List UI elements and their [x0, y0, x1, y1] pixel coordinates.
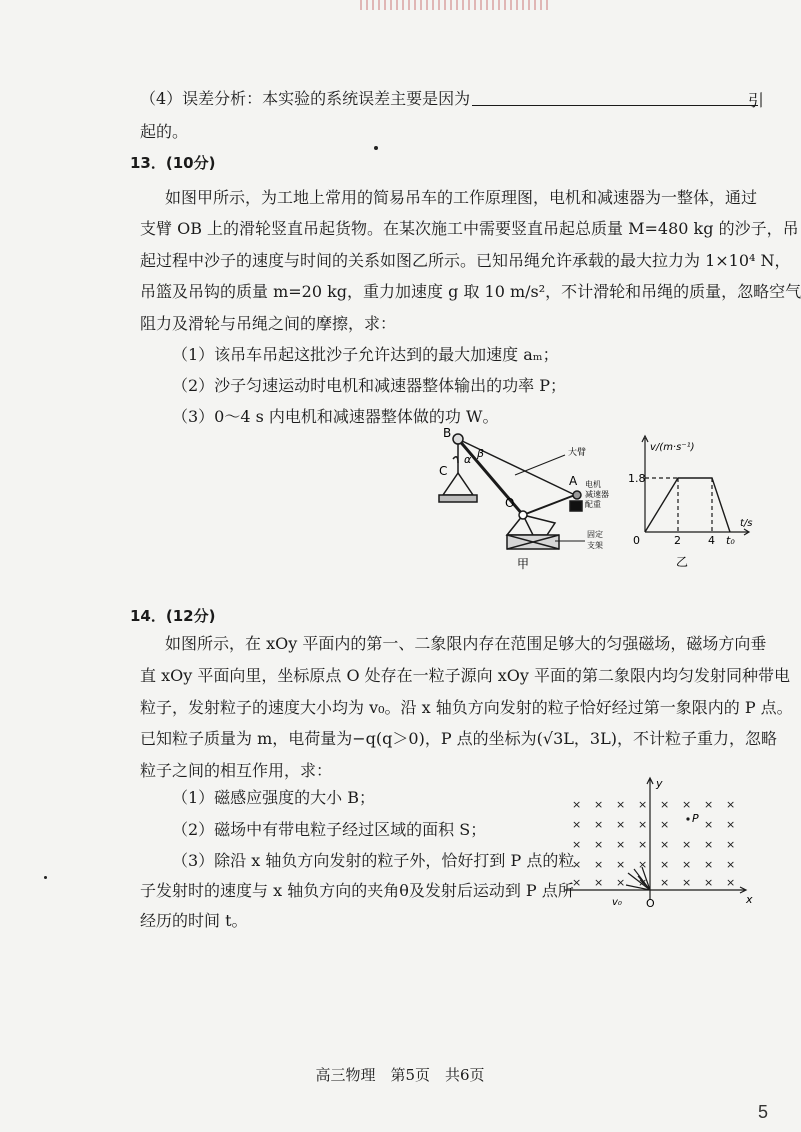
origin-label-O: O [646, 897, 655, 910]
q14-sub-2: （2）磁场中有带电粒子经过区域的面积 S； [172, 820, 487, 839]
field-into-page-mark: × [594, 798, 604, 811]
page-corner-number: 5 [758, 1102, 769, 1122]
field-into-page-mark: × [616, 798, 626, 811]
field-into-page-mark: × [638, 876, 648, 889]
q13-header: 13．(10分) [130, 154, 216, 172]
answer-blank[interactable] [472, 89, 758, 106]
crane-label-B: B [443, 426, 452, 440]
field-into-page-mark: × [616, 818, 626, 831]
q13-para-3: 起过程中沙子的速度与时间的关系如图乙所示。已知吊绳允许承载的最大拉力为 1×10⁴ N， [140, 251, 791, 270]
vt-xtick-t0: t₀ [726, 534, 735, 547]
q13-sub-1: （1）该吊车吊起这批沙子允许达到的最大加速度 aₘ； [172, 345, 559, 364]
q14-para-1: 如图所示，在 xOy 平面内的第一、二象限内存在范围足够大的匀强磁场，磁场方向垂 [165, 634, 767, 653]
field-into-page-mark: × [726, 858, 736, 871]
field-into-page-mark: × [594, 876, 604, 889]
scan-artifact [360, 0, 550, 10]
vt-ylabel: v/(m·s⁻¹) [650, 442, 695, 453]
field-into-page-mark: × [572, 858, 582, 871]
vt-origin: 0 [633, 534, 640, 547]
field-into-page-mark: × [704, 876, 714, 889]
field-into-page-mark: × [616, 858, 626, 871]
field-into-page-mark: × [638, 818, 648, 831]
q14-para-5: 粒子之间的相互作用，求： [140, 761, 333, 780]
q14-sub-3: （3）除沿 x 轴负方向发射的粒子外，恰好打到 P 点的粒 [172, 851, 575, 870]
field-into-page-mark: × [594, 838, 604, 851]
field-into-page-mark: × [572, 876, 582, 889]
point-P-marker [686, 817, 689, 820]
q14-sub-1: （1）磁感应强度的大小 B； [172, 788, 376, 807]
field-into-page-mark: × [726, 818, 736, 831]
point-label-P: P [692, 812, 699, 825]
field-into-page-mark: × [616, 838, 626, 851]
q13-para-5: 阻力及滑轮与吊绳之间的摩擦，求： [140, 314, 397, 333]
figure-caption-yi: 乙 [676, 555, 689, 569]
crane-label-O: O [505, 496, 515, 510]
crane-label-A: A [569, 474, 578, 488]
field-into-page-mark: × [726, 838, 736, 851]
crane-label-support-1: 固定 [587, 530, 603, 539]
ink-dot [374, 146, 378, 150]
q14-sub-3-cont2: 经历的时间 t。 [140, 911, 248, 930]
velocity-label-v0: v₀ [612, 897, 622, 908]
q14-para-2: 直 xOy 平面向里，坐标原点 O 处存在一粒子源向 xOy 平面的第二象限内均匀发射同种带电 [140, 666, 790, 685]
field-into-page-mark: × [638, 798, 648, 811]
crane-label-reducer: 减速器 [585, 490, 609, 499]
q13-para-1: 如图甲所示，为工地上常用的简易吊车的工作原理图，电机和减速器为一整体，通过 [165, 188, 758, 207]
field-into-page-mark: × [704, 838, 714, 851]
crane-label-support-2: 支架 [587, 541, 603, 550]
field-into-page-mark: × [682, 838, 692, 851]
field-into-page-mark: × [660, 838, 670, 851]
vt-ytick-1.8: 1.8 [628, 472, 646, 485]
field-into-page-mark: × [660, 876, 670, 889]
crane-diagram [425, 425, 625, 575]
field-into-page-mark: × [572, 838, 582, 851]
q13-sub-2: （2）沙子匀速运动时电机和减速器整体输出的功率 P； [172, 376, 567, 395]
field-into-page-mark: × [704, 798, 714, 811]
field-into-page-mark: × [682, 876, 692, 889]
field-into-page-mark: × [660, 798, 670, 811]
vt-xlabel: t/s [740, 518, 753, 529]
q14-para-3: 粒子，发射粒子的速度大小均为 v₀。沿 x 轴负方向发射的粒子恰好经过第一象限内的 P 点。 [140, 698, 793, 717]
vt-xtick-2: 2 [674, 534, 681, 547]
q12-part4-tail: 引 [748, 91, 765, 110]
field-into-page-mark: × [638, 858, 648, 871]
q14-header: 14．(12分) [130, 607, 216, 625]
q13-para-4: 吊篮及吊钩的质量 m=20 kg，重力加速度 g 取 10 m/s²，不计滑轮和吊绳的质量，忽略空气 [140, 282, 801, 301]
axis-label-y: y [656, 777, 663, 790]
vt-xtick-4: 4 [708, 534, 715, 547]
field-into-page-mark: × [616, 876, 626, 889]
field-into-page-mark: × [638, 838, 648, 851]
figure-caption-jia: 甲 [517, 557, 530, 571]
field-into-page-mark: × [682, 858, 692, 871]
field-into-page-mark: × [660, 818, 670, 831]
q12-part4 [140, 88, 758, 110]
q14-sub-3-cont: 子发射时的速度与 x 轴负方向的夹角θ及发射后运动到 P 点所 [140, 881, 574, 900]
q12-part4-text: （4）误差分析：本实验的系统误差主要是因为 [140, 89, 471, 108]
q14-para-4: 已知粒子质量为 m，电荷量为−q(q＞0)，P 点的坐标为(√3L，3L)，不计粒子重力，忽略 [140, 729, 777, 748]
field-into-page-mark: × [704, 858, 714, 871]
crane-label-motor: 电机 [585, 480, 601, 489]
ink-dot [44, 876, 47, 879]
vt-graph [630, 432, 760, 572]
axis-label-x: x [746, 893, 753, 906]
field-into-page-mark: × [660, 858, 670, 871]
field-into-page-mark: × [726, 798, 736, 811]
q12-part4-line2: 起的。 [140, 122, 189, 141]
crane-label-counterweight: 配重 [585, 500, 601, 509]
field-into-page-mark: × [594, 858, 604, 871]
q13-para-2: 支臂 OB 上的滑轮竖直吊起货物。在某次施工中需要竖直吊起总质量 M=480 kg 的沙子，吊 [140, 219, 799, 238]
field-into-page-mark: × [704, 818, 714, 831]
crane-label-beta: β [477, 447, 485, 460]
crane-label-arm: 大臂 [568, 448, 587, 458]
q13-sub-3: （3）0～4 s 内电机和减速器整体做的功 W。 [172, 407, 499, 426]
field-into-page-mark: × [726, 876, 736, 889]
field-into-page-mark: × [682, 798, 692, 811]
field-into-page-mark: × [572, 798, 582, 811]
crane-label-alpha: α [464, 453, 472, 466]
field-into-page-mark: × [594, 818, 604, 831]
page-footer: 高三物理 第5页 共6页 [315, 1066, 485, 1084]
field-into-page-mark: × [572, 818, 582, 831]
magnetic-field-diagram [560, 775, 760, 910]
crane-label-C: C [439, 464, 448, 478]
